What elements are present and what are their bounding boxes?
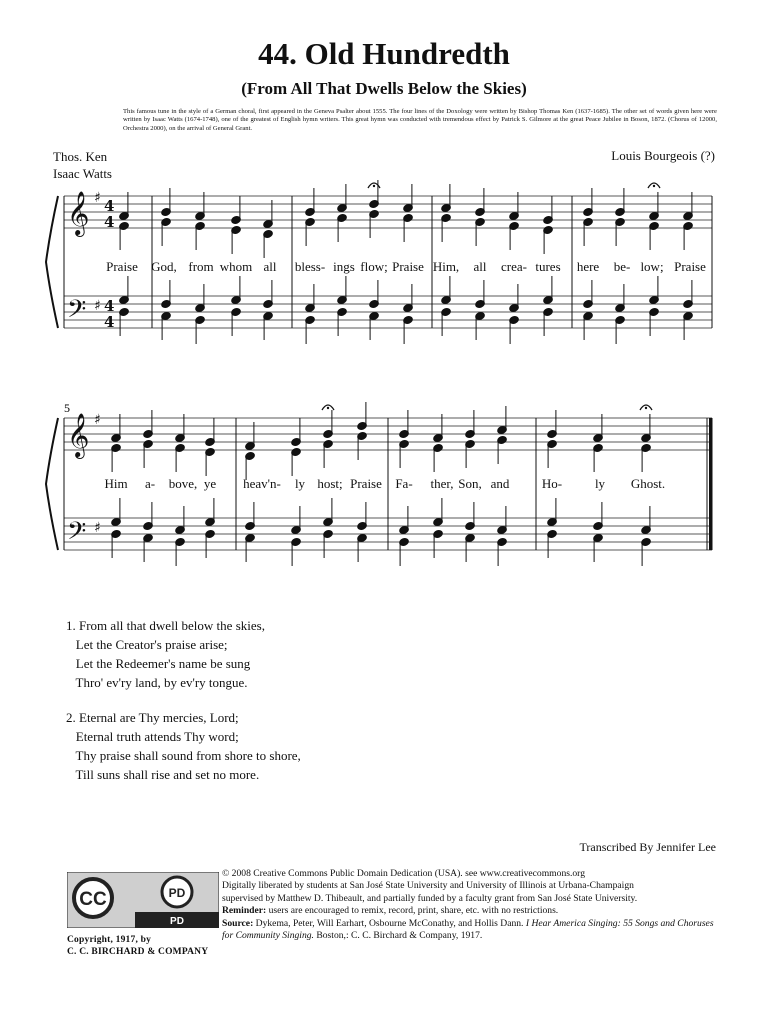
lyric-syllable: a- [144,476,156,491]
lyric-syllable: be- [613,259,631,274]
stanza-line: Let the Creator's praise arise; [66,637,228,652]
lyric-syllable: flow; [360,259,388,274]
cc-pd-logo [67,872,219,933]
lyric-syllable: ly [294,476,306,491]
sharp: ♯ [94,412,101,428]
lyric-syllable: Fa- [395,476,413,491]
source-label: Source: [222,917,254,929]
stanza-line: Thro' ev'ry land, by ev'ry tongue. [66,675,248,690]
composer-credit: Louis Bourgeois (?) [611,148,715,163]
stanza-2 [66,708,301,784]
lyric-syllable: ings [333,259,355,274]
sharp: ♯ [94,190,101,206]
time-signature: 4 [104,297,115,315]
reminder-line [222,905,722,917]
lyric-syllable: all [263,259,277,274]
treble-clef: 𝄞 [67,413,90,457]
lyric-syllable: crea- [501,259,527,274]
lyric-syllable: from [188,259,214,274]
license-line-1: © 2008 Creative Commons Public Domain Dedication (USA). see www.creativecommons.org [222,868,585,879]
copyright [67,934,208,958]
transcribed-by: Transcribed By Jennifer Lee [579,840,716,854]
treble-clef: 𝄞 [67,191,90,235]
license-line-2: Digitally liberated by students at San José State University and University of Illinois at Urbana-Champaign [222,880,634,892]
time-signature: 4 [104,213,115,231]
reminder-label: Reminder: [222,905,267,917]
copyright-line-2: C. C. BIRCHARD & COMPANY [67,947,209,957]
lyric-syllable: here [576,259,600,274]
stanza-line: 2. Eternal are Thy mercies, Lord; [66,710,239,725]
bass-clef: 𝄢 [67,295,87,330]
lyric-syllable: Him, [432,259,460,274]
stanza-line: Thy praise shall sound from shore to shore, [66,748,301,763]
source-book: I Hear America Singing: 55 Songs and Choruses for Community Singing. [222,917,714,942]
lyric-syllable: Son, [458,476,482,491]
license-block [222,868,722,942]
lyric-syllable: low; [640,259,664,274]
lyric-syllable: and [490,476,510,491]
brace [46,196,58,328]
license-line-3: supervised by Matthew D. Thibeault, and partially funded by a faculty grant from San José State University. [222,892,638,904]
system-2 [46,401,713,566]
source-text: Dykema, Peter, Will Earhart, Osbourne McConathy, and Hollis Dann. [253,917,526,929]
copyright-line-1: Copyright, 1917, by [67,935,152,945]
history-note: This famous tune in the style of a German choral, first appeared in the Geneva Psalter about 1555. The four lines of the Doxology were written by Bishop Thomas Ken (1637-1685). The other set of words given here were written by Isaac Watts (1674-1748), one of the greatest of English hymn writers. This great hymn was conducted with tremendous effect by Patrick S. Gilmore at the great Peace Jubilee in Boson, 1872. (Chorus of 12000, Orchestra 2000), on the arrival of General Grant. [123,108,717,132]
measure-number: 5 [64,401,70,415]
lyric-syllable: Him [104,476,128,491]
lyric-syllable: Praise [674,259,706,274]
source-line [222,918,722,943]
sharp: ♯ [94,520,101,536]
time-signature: 4 [104,197,115,215]
stanza-line: Eternal truth attends Thy word; [66,729,239,744]
final-barline-thick [709,418,713,550]
lyric-syllable: Ho- [541,476,563,491]
song-subtitle: (From All That Dwells Below the Skies) [241,79,527,98]
lyric-syllable: Ghost. [630,476,666,491]
lyric-syllable: God, [151,259,177,274]
author-ken: Thos. Ken [53,149,108,164]
stanza-line: 1. From all that dwell below the skies, [66,618,265,633]
lyric-syllable: ye [203,476,217,491]
stanza-line: Till suns shall rise and set no more. [66,767,260,782]
bass-clef: 𝄢 [67,517,87,552]
cc-text: CC [79,889,107,910]
lyric-syllable: Praise [392,259,424,274]
lyric-syllable: Praise [350,476,382,491]
lyric-syllable: bless- [294,259,326,274]
time-signature: 4 [104,313,115,331]
system-1 [46,180,712,344]
fermata-dot [653,185,655,187]
stanza-1 [66,616,265,692]
reminder-text: users are encouraged to remix, record, print, share, etc. with no restrictions. [266,905,559,917]
lyric-syllable: tures [535,259,561,274]
lyric-syllable: ther, [430,476,454,491]
fermata-dot [373,185,375,187]
fermata-dot [327,407,329,409]
lyric-syllable: ly [594,476,606,491]
lyric-syllable: bove, [168,476,198,491]
pd-label: PD [170,916,184,927]
song-title: 44. Old Hundredth [258,36,510,71]
lyric-syllable: all [473,259,487,274]
sharp: ♯ [94,298,101,314]
lyric-syllable: Praise [106,259,138,274]
pd-text: PD [168,886,186,900]
lyric-syllable: host; [317,476,343,491]
lyric-syllable: heav'n- [243,476,281,491]
brace [46,418,58,550]
source-pub: Boston,: C. C. Birchard & Company, 1917. [313,930,483,942]
lyric-syllable: whom [219,259,253,274]
author-watts: Isaac Watts [53,166,112,181]
stanza-line: Let the Redeemer's name be sung [66,656,251,671]
cc-pd-icon [67,872,219,928]
fermata-dot [645,407,647,409]
